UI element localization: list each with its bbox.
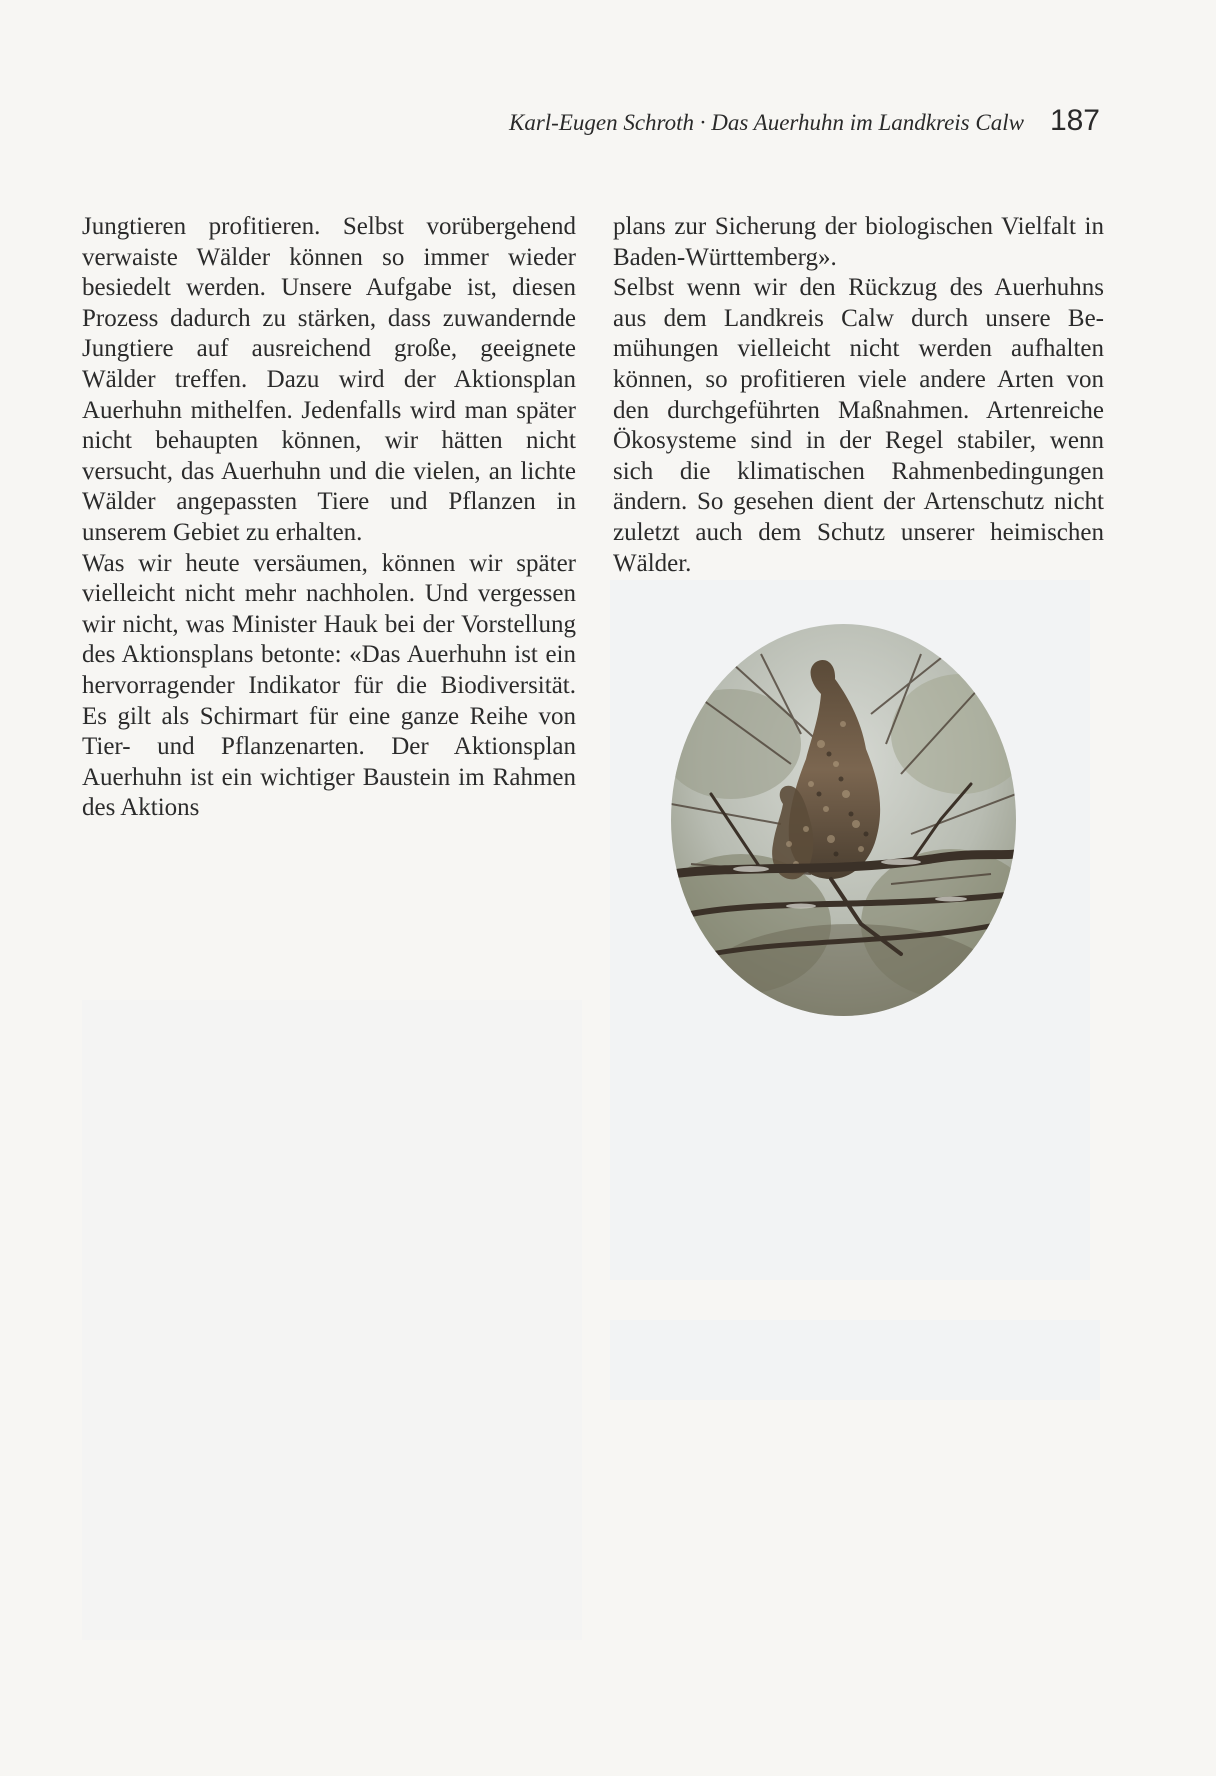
show-through-block-left <box>82 1000 582 1640</box>
page-number: 187 <box>1049 104 1100 137</box>
paragraph: Was wir heute versäumen, können wir später vielleicht nicht mehr nachholen. Und vergessen wir nicht, was Minister Hauk bei der Vorstellung des Aktionsplans betonte: «Das Auerhuhn ist ein hervorragender Indikator für die Biodiversität. Es gilt als Schirmart für eine ganze Reihe von Tier- und Pflanzenarten. Der Aktionsplan Auerhuhn ist ein wichtiger Baustein im Rahmen des Aktions <box>82 549 576 822</box>
right-column <box>613 212 1104 579</box>
paragraph: Jungtieren profitieren. Selbst vorübergehend verwaiste Wälder können so immer wieder besiedelt werden. Unsere Aufgabe ist, diesen Prozess dadurch zu stärken, dass zuwandernde Jungtiere auf ausreichend große, geeignete Wälder treffen. Dazu wird der Aktionsplan Auerhuhn mithelfen. Jedenfalls wird man später nicht behaupten können, wir hätten nicht versucht, das Auerhuhn und die vielen, an lichte Wälder angepassten Tiere und Pflanzen in unserem Gebiet zu erhalten. <box>82 213 576 546</box>
capercaillie-photo <box>671 624 1016 1016</box>
paragraph: plans zur Sicherung der biologischen Vielfalt in Baden-Württemberg». <box>613 213 1104 271</box>
show-through-block-lower <box>610 1320 1100 1400</box>
running-head: Karl-Eugen Schroth · Das Auerhuhn im Landkreis Calw <box>508 110 1024 135</box>
photo-illustration <box>671 624 1016 1016</box>
page-header <box>509 104 1100 138</box>
paragraph: Selbst wenn wir den Rückzug des Auerhuhns aus dem Landkreis Calw durch unsere Bemühungen vielleicht nicht werden aufhalten können, so profitieren viele andere Arten von den durchgeführten Maßnahmen. Artenreiche Ökosysteme sind in der Regel stabiler, wenn sich die klimatischen Rahmenbedingungen ändern. So gesehen dient der Artenschutz nicht zuletzt auch dem Schutz unserer heimischen Wälder. <box>613 274 1104 577</box>
left-column <box>82 212 576 824</box>
